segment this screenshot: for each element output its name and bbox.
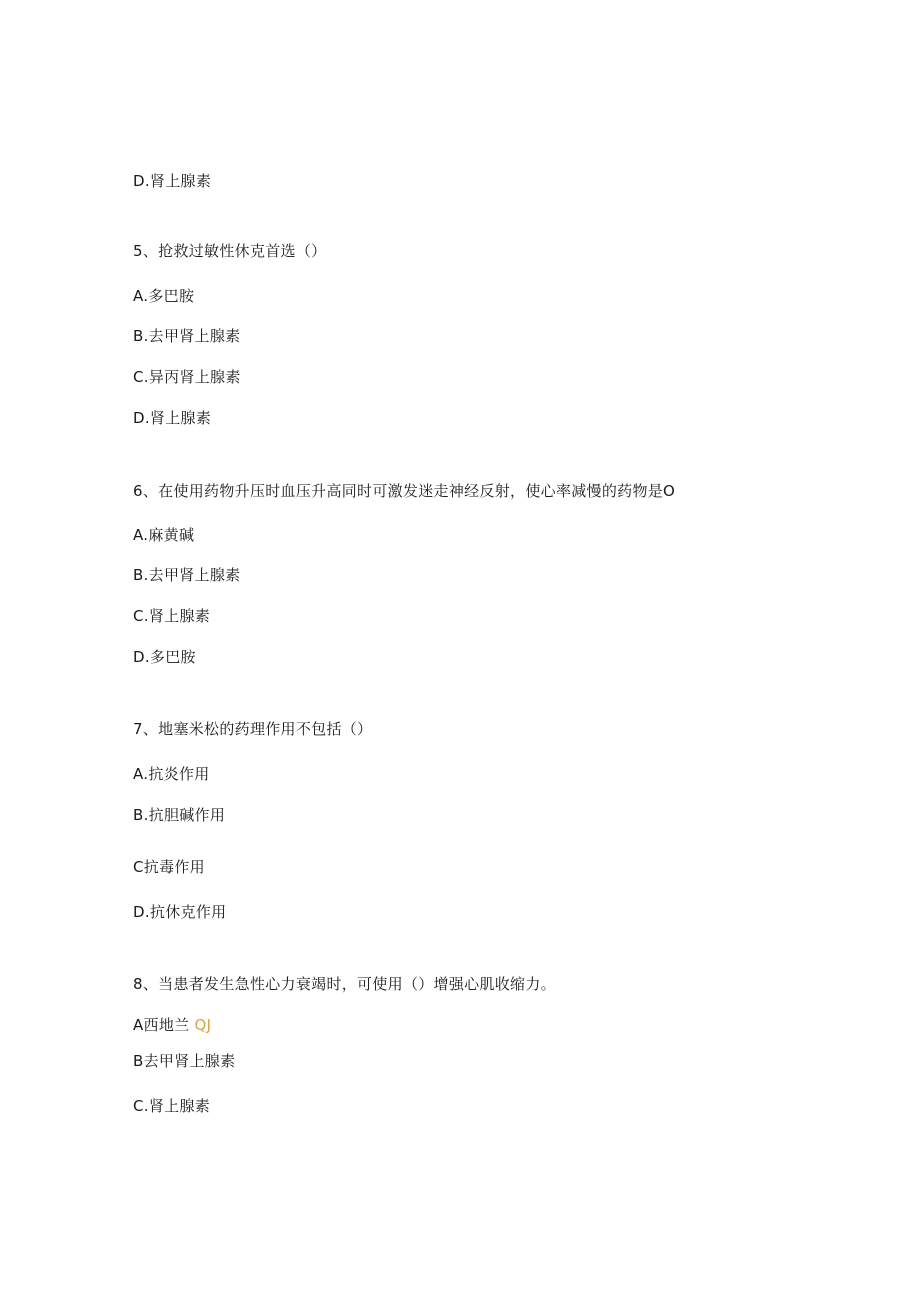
question-6: 6、在使用药物升压时血压升高同时可激发迷走神经反射，使心率减慢的药物是O xyxy=(133,482,676,500)
option-a-q8 xyxy=(133,1015,211,1035)
option-b-q6: B.去甲肾上腺素 xyxy=(133,566,241,584)
option-d-q7: D.抗休克作用 xyxy=(133,903,227,921)
question-7: 7、地塞米松的药理作用不包括（） xyxy=(133,720,373,738)
option-a-q8-text: A西地兰 xyxy=(133,1016,190,1034)
option-a-q6: A.麻黄碱 xyxy=(133,526,195,544)
option-c-q6: C.肾上腺素 xyxy=(133,607,211,625)
option-a-q7: A.抗炎作用 xyxy=(133,765,210,783)
option-b-q8: B去甲肾上腺素 xyxy=(133,1052,236,1070)
option-c-q8: C.肾上腺素 xyxy=(133,1097,211,1115)
question-5: 5、抢救过敏性休克首选（） xyxy=(133,242,327,260)
option-c-q7: C抗毒作用 xyxy=(133,858,205,876)
option-d-q5: D.肾上腺素 xyxy=(133,409,212,427)
option-c-q5: C.异丙肾上腺素 xyxy=(133,368,241,386)
question-8: 8、当患者发生急性心力衰竭时，可使用（）增强心肌收缩力。 xyxy=(133,975,556,993)
option-a-q5: A.多巴胺 xyxy=(133,287,195,305)
handwritten-mark: QJ xyxy=(194,1016,212,1034)
option-d-q4: D.肾上腺素 xyxy=(133,172,212,190)
option-b-q7: B.抗胆碱作用 xyxy=(133,806,226,824)
option-b-q5: B.去甲肾上腺素 xyxy=(133,327,241,345)
option-d-q6: D.多巴胺 xyxy=(133,648,196,666)
